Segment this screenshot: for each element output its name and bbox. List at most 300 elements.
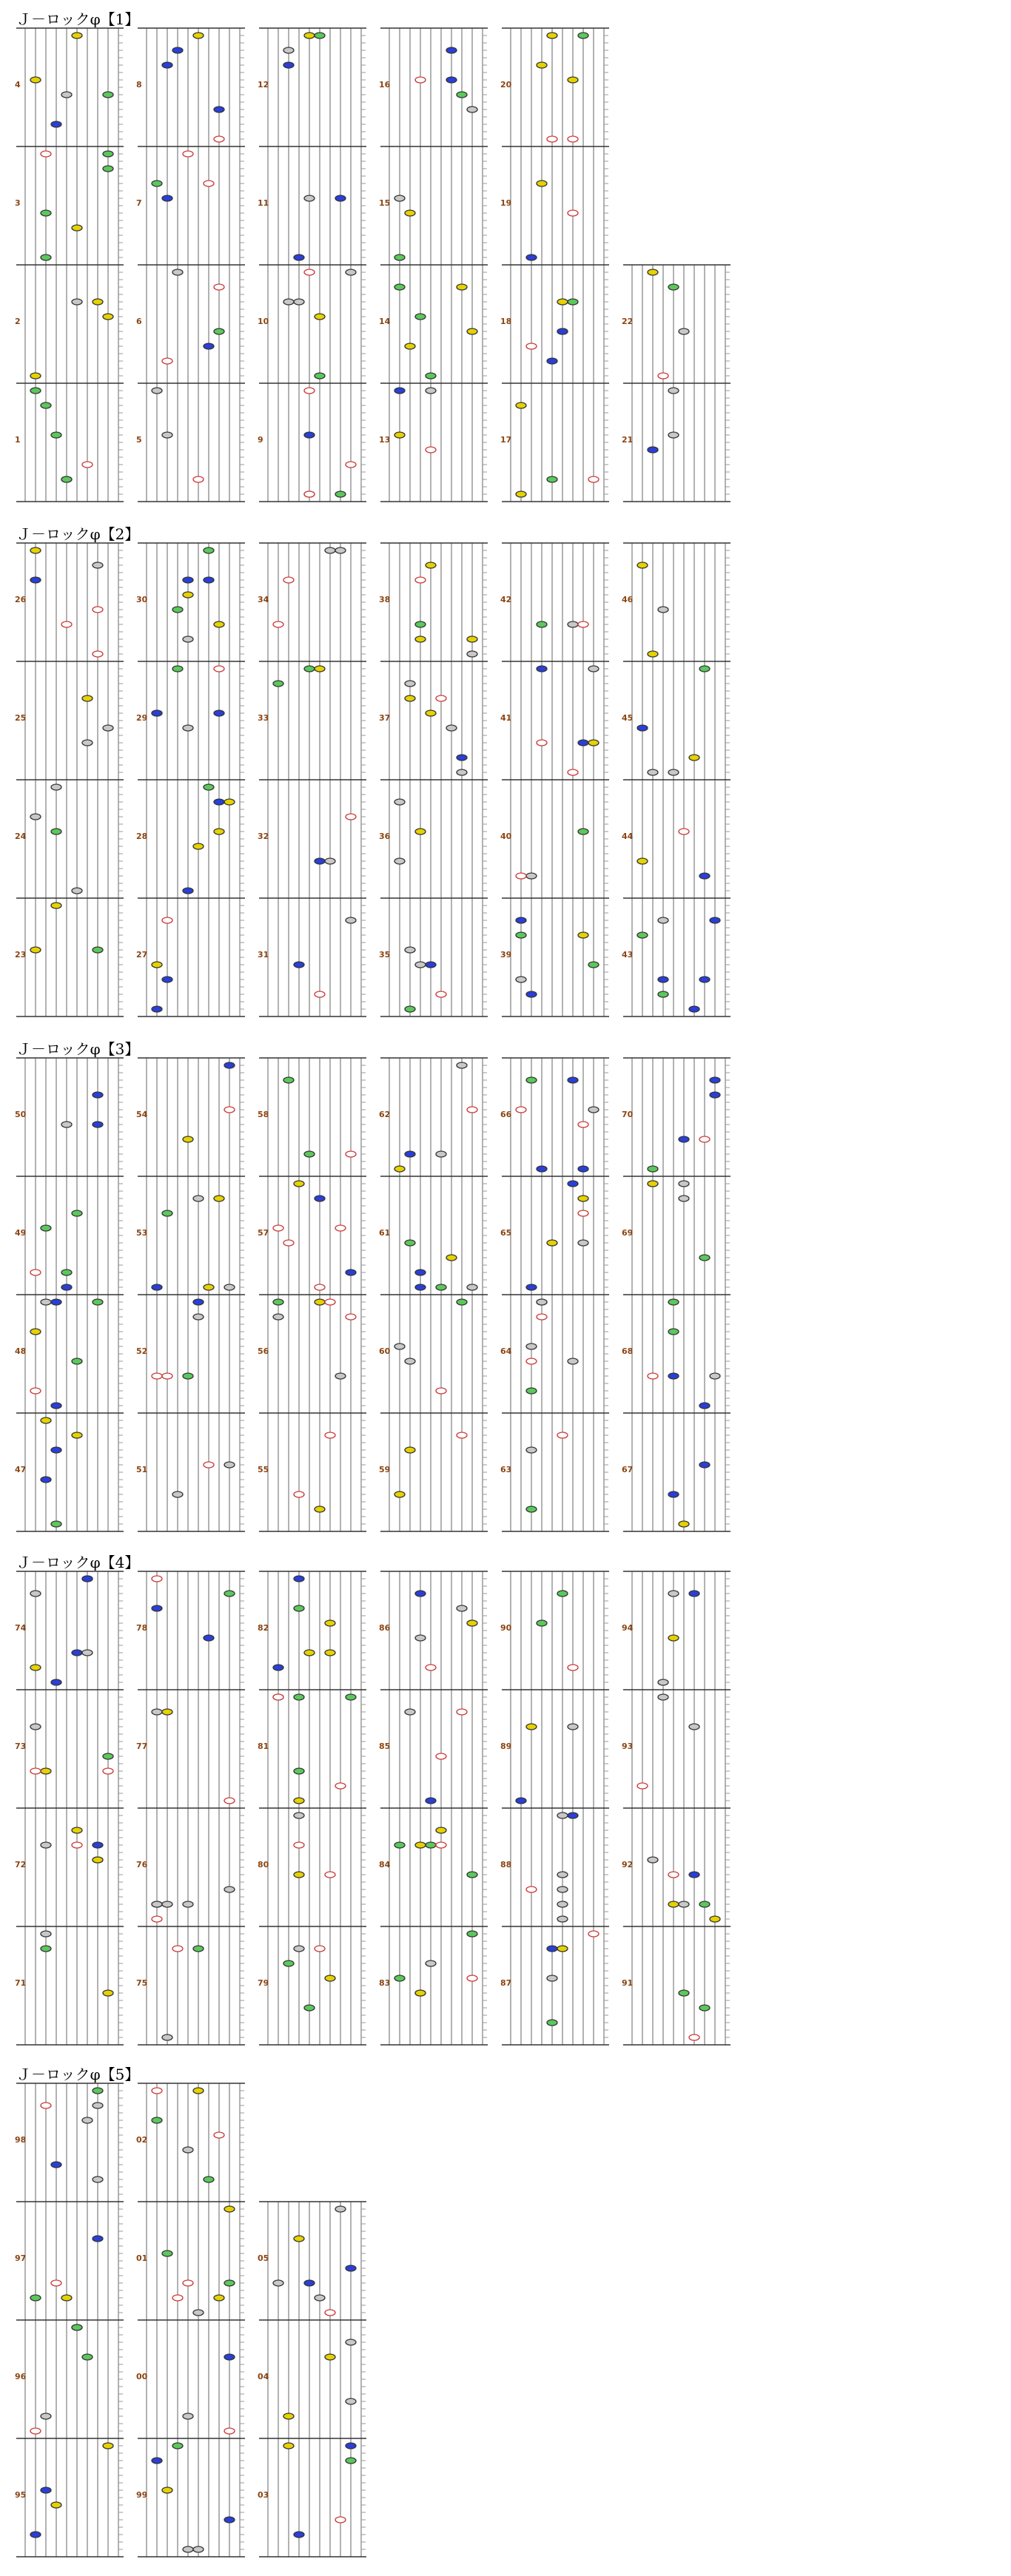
note bbox=[346, 917, 356, 923]
measure-number: 2 bbox=[15, 317, 21, 326]
note bbox=[204, 343, 214, 349]
note bbox=[568, 1077, 578, 1083]
measure-number: 21 bbox=[622, 435, 634, 445]
note bbox=[578, 1210, 588, 1216]
note bbox=[283, 47, 294, 53]
note bbox=[214, 666, 224, 672]
note bbox=[93, 1857, 103, 1863]
measure-number: 32 bbox=[258, 832, 269, 841]
note bbox=[204, 1462, 214, 1468]
note bbox=[294, 299, 304, 305]
note bbox=[436, 991, 446, 997]
note bbox=[557, 299, 568, 305]
note bbox=[415, 77, 426, 83]
measure-number: 9 bbox=[258, 435, 263, 445]
note bbox=[679, 1181, 689, 1187]
note bbox=[699, 977, 710, 982]
note bbox=[394, 388, 405, 394]
note bbox=[526, 1724, 537, 1730]
note bbox=[335, 491, 346, 497]
note bbox=[61, 92, 72, 98]
measure-number: 90 bbox=[500, 1623, 512, 1633]
measure-number: 26 bbox=[15, 595, 27, 604]
note bbox=[51, 2280, 61, 2286]
note bbox=[93, 2177, 103, 2182]
score-column bbox=[136, 28, 245, 502]
note bbox=[526, 254, 537, 260]
note bbox=[679, 1136, 689, 1142]
note bbox=[648, 769, 658, 775]
note bbox=[152, 1709, 162, 1715]
note bbox=[325, 2354, 335, 2360]
note bbox=[224, 799, 235, 805]
note bbox=[152, 1916, 162, 1922]
note bbox=[415, 314, 426, 320]
measure-number: 40 bbox=[500, 832, 512, 841]
note bbox=[30, 1270, 41, 1275]
measure-number: 97 bbox=[15, 2253, 27, 2263]
note bbox=[30, 373, 41, 379]
note bbox=[557, 328, 568, 334]
note bbox=[578, 932, 588, 938]
measure-number: 85 bbox=[379, 1742, 391, 1751]
note bbox=[325, 2310, 335, 2316]
note bbox=[426, 373, 436, 379]
note bbox=[273, 1314, 283, 1320]
note bbox=[72, 225, 82, 231]
note bbox=[668, 1591, 679, 1596]
note bbox=[41, 1842, 51, 1848]
note bbox=[152, 1901, 162, 1907]
measure-number: 51 bbox=[136, 1465, 148, 1474]
note bbox=[294, 1605, 304, 1611]
measure-number: 37 bbox=[379, 713, 391, 723]
note bbox=[689, 1006, 699, 1012]
note bbox=[668, 1491, 679, 1497]
note bbox=[335, 1373, 346, 1379]
score-column bbox=[500, 1058, 609, 1531]
note bbox=[41, 2487, 51, 2493]
note bbox=[658, 977, 668, 982]
measure-number: 13 bbox=[379, 435, 391, 445]
measure-number: 36 bbox=[379, 832, 391, 841]
note bbox=[467, 651, 477, 657]
note bbox=[193, 2088, 204, 2094]
note bbox=[588, 1107, 599, 1113]
measure-number: 6 bbox=[136, 317, 142, 326]
score-column bbox=[500, 543, 609, 1016]
note bbox=[30, 1388, 41, 1394]
note bbox=[426, 710, 436, 716]
note bbox=[547, 33, 557, 38]
note bbox=[103, 151, 113, 157]
note bbox=[568, 1181, 578, 1187]
note bbox=[93, 607, 103, 613]
note bbox=[426, 1798, 436, 1804]
note bbox=[61, 1122, 72, 1127]
note bbox=[214, 328, 224, 334]
note bbox=[557, 1901, 568, 1907]
note bbox=[30, 1724, 41, 1730]
note bbox=[637, 858, 648, 864]
note bbox=[224, 1284, 235, 1290]
note bbox=[61, 2295, 72, 2301]
note bbox=[405, 1151, 415, 1157]
measure-number: 93 bbox=[622, 1742, 634, 1751]
note bbox=[467, 1620, 477, 1626]
note bbox=[294, 2532, 304, 2538]
note bbox=[193, 1946, 204, 1952]
note bbox=[183, 888, 193, 894]
note bbox=[557, 1813, 568, 1818]
note bbox=[637, 725, 648, 731]
measure-number: 99 bbox=[136, 2490, 148, 2500]
measure-number: 00 bbox=[136, 2372, 148, 2381]
note bbox=[162, 917, 172, 923]
measure-number: 91 bbox=[622, 1978, 634, 1988]
note bbox=[204, 2177, 214, 2182]
note bbox=[315, 858, 325, 864]
note bbox=[568, 77, 578, 83]
note bbox=[346, 462, 356, 468]
note bbox=[224, 1591, 235, 1596]
note bbox=[273, 1225, 283, 1231]
note bbox=[436, 1842, 446, 1848]
note bbox=[214, 107, 224, 112]
note bbox=[689, 755, 699, 761]
note bbox=[162, 195, 172, 201]
note bbox=[51, 1299, 61, 1305]
note bbox=[710, 1373, 720, 1379]
note bbox=[82, 740, 93, 746]
note bbox=[405, 1240, 415, 1246]
note bbox=[294, 1576, 304, 1582]
note bbox=[315, 33, 325, 38]
note bbox=[415, 962, 426, 968]
note bbox=[516, 917, 526, 923]
note bbox=[446, 1255, 457, 1261]
note bbox=[204, 181, 214, 186]
note bbox=[162, 1373, 172, 1379]
note bbox=[668, 1635, 679, 1641]
note bbox=[283, 577, 294, 583]
note bbox=[172, 2295, 183, 2301]
note bbox=[346, 2443, 356, 2449]
note bbox=[516, 491, 526, 497]
note bbox=[61, 621, 72, 627]
measure-number: 11 bbox=[258, 198, 269, 208]
measure-number: 48 bbox=[15, 1346, 27, 1356]
note bbox=[457, 1299, 467, 1305]
note bbox=[41, 402, 51, 408]
measure-number: 94 bbox=[622, 1623, 634, 1633]
score-column bbox=[258, 28, 366, 502]
note bbox=[405, 681, 415, 687]
note bbox=[415, 1591, 426, 1596]
note bbox=[183, 2413, 193, 2419]
note bbox=[446, 77, 457, 83]
note bbox=[436, 1388, 446, 1394]
note bbox=[394, 284, 405, 290]
measure-number: 88 bbox=[500, 1860, 512, 1869]
measure-number: 92 bbox=[622, 1860, 634, 1869]
note bbox=[568, 1665, 578, 1670]
note bbox=[679, 1196, 689, 1201]
score-column bbox=[136, 1058, 245, 1531]
note bbox=[103, 1768, 113, 1774]
note bbox=[82, 1576, 93, 1582]
note bbox=[325, 1432, 335, 1438]
note bbox=[394, 1975, 405, 1981]
note bbox=[588, 476, 599, 482]
score-column bbox=[258, 1058, 366, 1531]
note bbox=[183, 1373, 193, 1379]
note bbox=[30, 388, 41, 394]
note bbox=[426, 1842, 436, 1848]
measure-number: 80 bbox=[258, 1860, 269, 1869]
note bbox=[152, 962, 162, 968]
note bbox=[93, 1842, 103, 1848]
note bbox=[578, 1122, 588, 1127]
note bbox=[283, 2443, 294, 2449]
measure-number: 89 bbox=[500, 1742, 512, 1751]
note bbox=[162, 977, 172, 982]
note bbox=[578, 1240, 588, 1246]
note bbox=[315, 1196, 325, 1201]
measure-number: 50 bbox=[15, 1110, 27, 1119]
measure-number: 16 bbox=[379, 80, 391, 90]
score-column bbox=[258, 2202, 366, 2557]
section-title: Ｊ－ロックφ【2】 bbox=[16, 525, 140, 543]
note bbox=[30, 1591, 41, 1596]
note bbox=[426, 1665, 436, 1670]
measure-number: 38 bbox=[379, 595, 391, 604]
note bbox=[325, 1299, 335, 1305]
note bbox=[93, 562, 103, 568]
note bbox=[346, 1151, 356, 1157]
note bbox=[648, 1373, 658, 1379]
note bbox=[568, 210, 578, 216]
note bbox=[346, 2339, 356, 2345]
note bbox=[304, 1151, 315, 1157]
note bbox=[103, 2443, 113, 2449]
measure-number: 73 bbox=[15, 1742, 27, 1751]
note bbox=[415, 636, 426, 642]
note bbox=[557, 1872, 568, 1878]
note bbox=[51, 121, 61, 127]
note bbox=[61, 476, 72, 482]
note bbox=[152, 388, 162, 394]
note bbox=[172, 269, 183, 275]
note bbox=[30, 77, 41, 83]
note bbox=[526, 1887, 537, 1892]
note bbox=[405, 1358, 415, 1364]
note bbox=[152, 2117, 162, 2123]
note bbox=[689, 2034, 699, 2040]
measure-number: 72 bbox=[15, 1860, 27, 1869]
note bbox=[526, 991, 537, 997]
note bbox=[578, 740, 588, 746]
note bbox=[516, 873, 526, 879]
note bbox=[72, 33, 82, 38]
measure-number: 63 bbox=[500, 1465, 512, 1474]
note bbox=[304, 388, 315, 394]
note bbox=[467, 636, 477, 642]
note bbox=[457, 1709, 467, 1715]
note bbox=[346, 1314, 356, 1320]
measure-number: 7 bbox=[136, 198, 142, 208]
note bbox=[394, 254, 405, 260]
note bbox=[325, 1620, 335, 1626]
note bbox=[457, 1062, 467, 1068]
measure-number: 65 bbox=[500, 1228, 512, 1238]
note bbox=[214, 2295, 224, 2301]
measure-number: 56 bbox=[258, 1346, 269, 1356]
note bbox=[193, 476, 204, 482]
note bbox=[183, 2147, 193, 2153]
note bbox=[516, 977, 526, 982]
note bbox=[426, 388, 436, 394]
note bbox=[516, 932, 526, 938]
note bbox=[152, 1373, 162, 1379]
note bbox=[699, 873, 710, 879]
note bbox=[224, 1062, 235, 1068]
note bbox=[214, 284, 224, 290]
note bbox=[457, 755, 467, 761]
note bbox=[273, 1694, 283, 1700]
note bbox=[568, 1358, 578, 1364]
note bbox=[193, 2546, 204, 2552]
note bbox=[578, 1196, 588, 1201]
note bbox=[467, 1872, 477, 1878]
note bbox=[335, 1783, 346, 1789]
note bbox=[426, 1960, 436, 1966]
note bbox=[679, 1901, 689, 1907]
note bbox=[325, 547, 335, 553]
measure-number: 25 bbox=[15, 713, 27, 723]
note bbox=[457, 1432, 467, 1438]
measure-number: 59 bbox=[379, 1465, 391, 1474]
note bbox=[557, 1916, 568, 1922]
note bbox=[679, 1521, 689, 1527]
note bbox=[325, 858, 335, 864]
note bbox=[41, 1417, 51, 1423]
measure-number: 18 bbox=[500, 317, 512, 326]
note bbox=[103, 166, 113, 172]
note bbox=[72, 1650, 82, 1656]
note bbox=[315, 1946, 325, 1952]
score-column bbox=[136, 543, 245, 1016]
score-column bbox=[15, 2083, 124, 2557]
note bbox=[294, 1813, 304, 1818]
measure-number: 30 bbox=[136, 595, 148, 604]
note bbox=[436, 1827, 446, 1833]
note bbox=[273, 2280, 283, 2286]
note bbox=[224, 2206, 235, 2212]
measure-number: 14 bbox=[379, 317, 391, 326]
note bbox=[648, 1857, 658, 1863]
score-column bbox=[136, 1571, 245, 2045]
note bbox=[162, 358, 172, 364]
note bbox=[51, 1447, 61, 1453]
note bbox=[294, 1946, 304, 1952]
note bbox=[82, 695, 93, 701]
score-column bbox=[258, 543, 366, 1016]
note bbox=[283, 1077, 294, 1083]
note bbox=[152, 181, 162, 186]
note bbox=[710, 1092, 720, 1098]
note bbox=[658, 607, 668, 613]
note bbox=[214, 2132, 224, 2138]
note bbox=[214, 621, 224, 627]
note bbox=[457, 92, 467, 98]
note bbox=[51, 2162, 61, 2168]
note bbox=[30, 814, 41, 820]
note bbox=[526, 343, 537, 349]
note bbox=[568, 136, 578, 142]
note bbox=[578, 621, 588, 627]
note bbox=[72, 2324, 82, 2330]
note bbox=[537, 666, 547, 672]
note bbox=[315, 666, 325, 672]
note bbox=[30, 2295, 41, 2301]
note bbox=[537, 621, 547, 627]
note bbox=[689, 1872, 699, 1878]
note bbox=[568, 1813, 578, 1818]
note bbox=[658, 1679, 668, 1685]
note bbox=[30, 577, 41, 583]
note bbox=[335, 1225, 346, 1231]
note bbox=[526, 1388, 537, 1394]
note bbox=[557, 1887, 568, 1892]
note bbox=[405, 1709, 415, 1715]
note bbox=[61, 1284, 72, 1290]
note bbox=[547, 2020, 557, 2026]
note bbox=[30, 947, 41, 953]
measure-number: 49 bbox=[15, 1228, 27, 1238]
note bbox=[152, 1006, 162, 1012]
note bbox=[214, 1196, 224, 1201]
note bbox=[183, 2280, 193, 2286]
note bbox=[547, 476, 557, 482]
note bbox=[41, 1477, 51, 1483]
note bbox=[679, 829, 689, 834]
measure-number: 57 bbox=[258, 1228, 269, 1238]
measure-number: 8 bbox=[136, 80, 142, 90]
note bbox=[568, 769, 578, 775]
note bbox=[467, 328, 477, 334]
measure-number: 77 bbox=[136, 1742, 148, 1751]
measure-number: 70 bbox=[622, 1110, 634, 1119]
note bbox=[457, 284, 467, 290]
note bbox=[346, 814, 356, 820]
note bbox=[415, 577, 426, 583]
measure-number: 39 bbox=[500, 950, 512, 960]
measure-number: 78 bbox=[136, 1623, 148, 1633]
note bbox=[41, 1946, 51, 1952]
note bbox=[394, 195, 405, 201]
measure-number: 45 bbox=[622, 713, 634, 723]
note bbox=[214, 136, 224, 142]
note bbox=[304, 269, 315, 275]
note bbox=[172, 2443, 183, 2449]
note bbox=[224, 1887, 235, 1892]
measure-number: 55 bbox=[258, 1465, 269, 1474]
score-column bbox=[15, 1571, 124, 2045]
note bbox=[304, 491, 315, 497]
score-column bbox=[622, 265, 730, 502]
note bbox=[315, 314, 325, 320]
